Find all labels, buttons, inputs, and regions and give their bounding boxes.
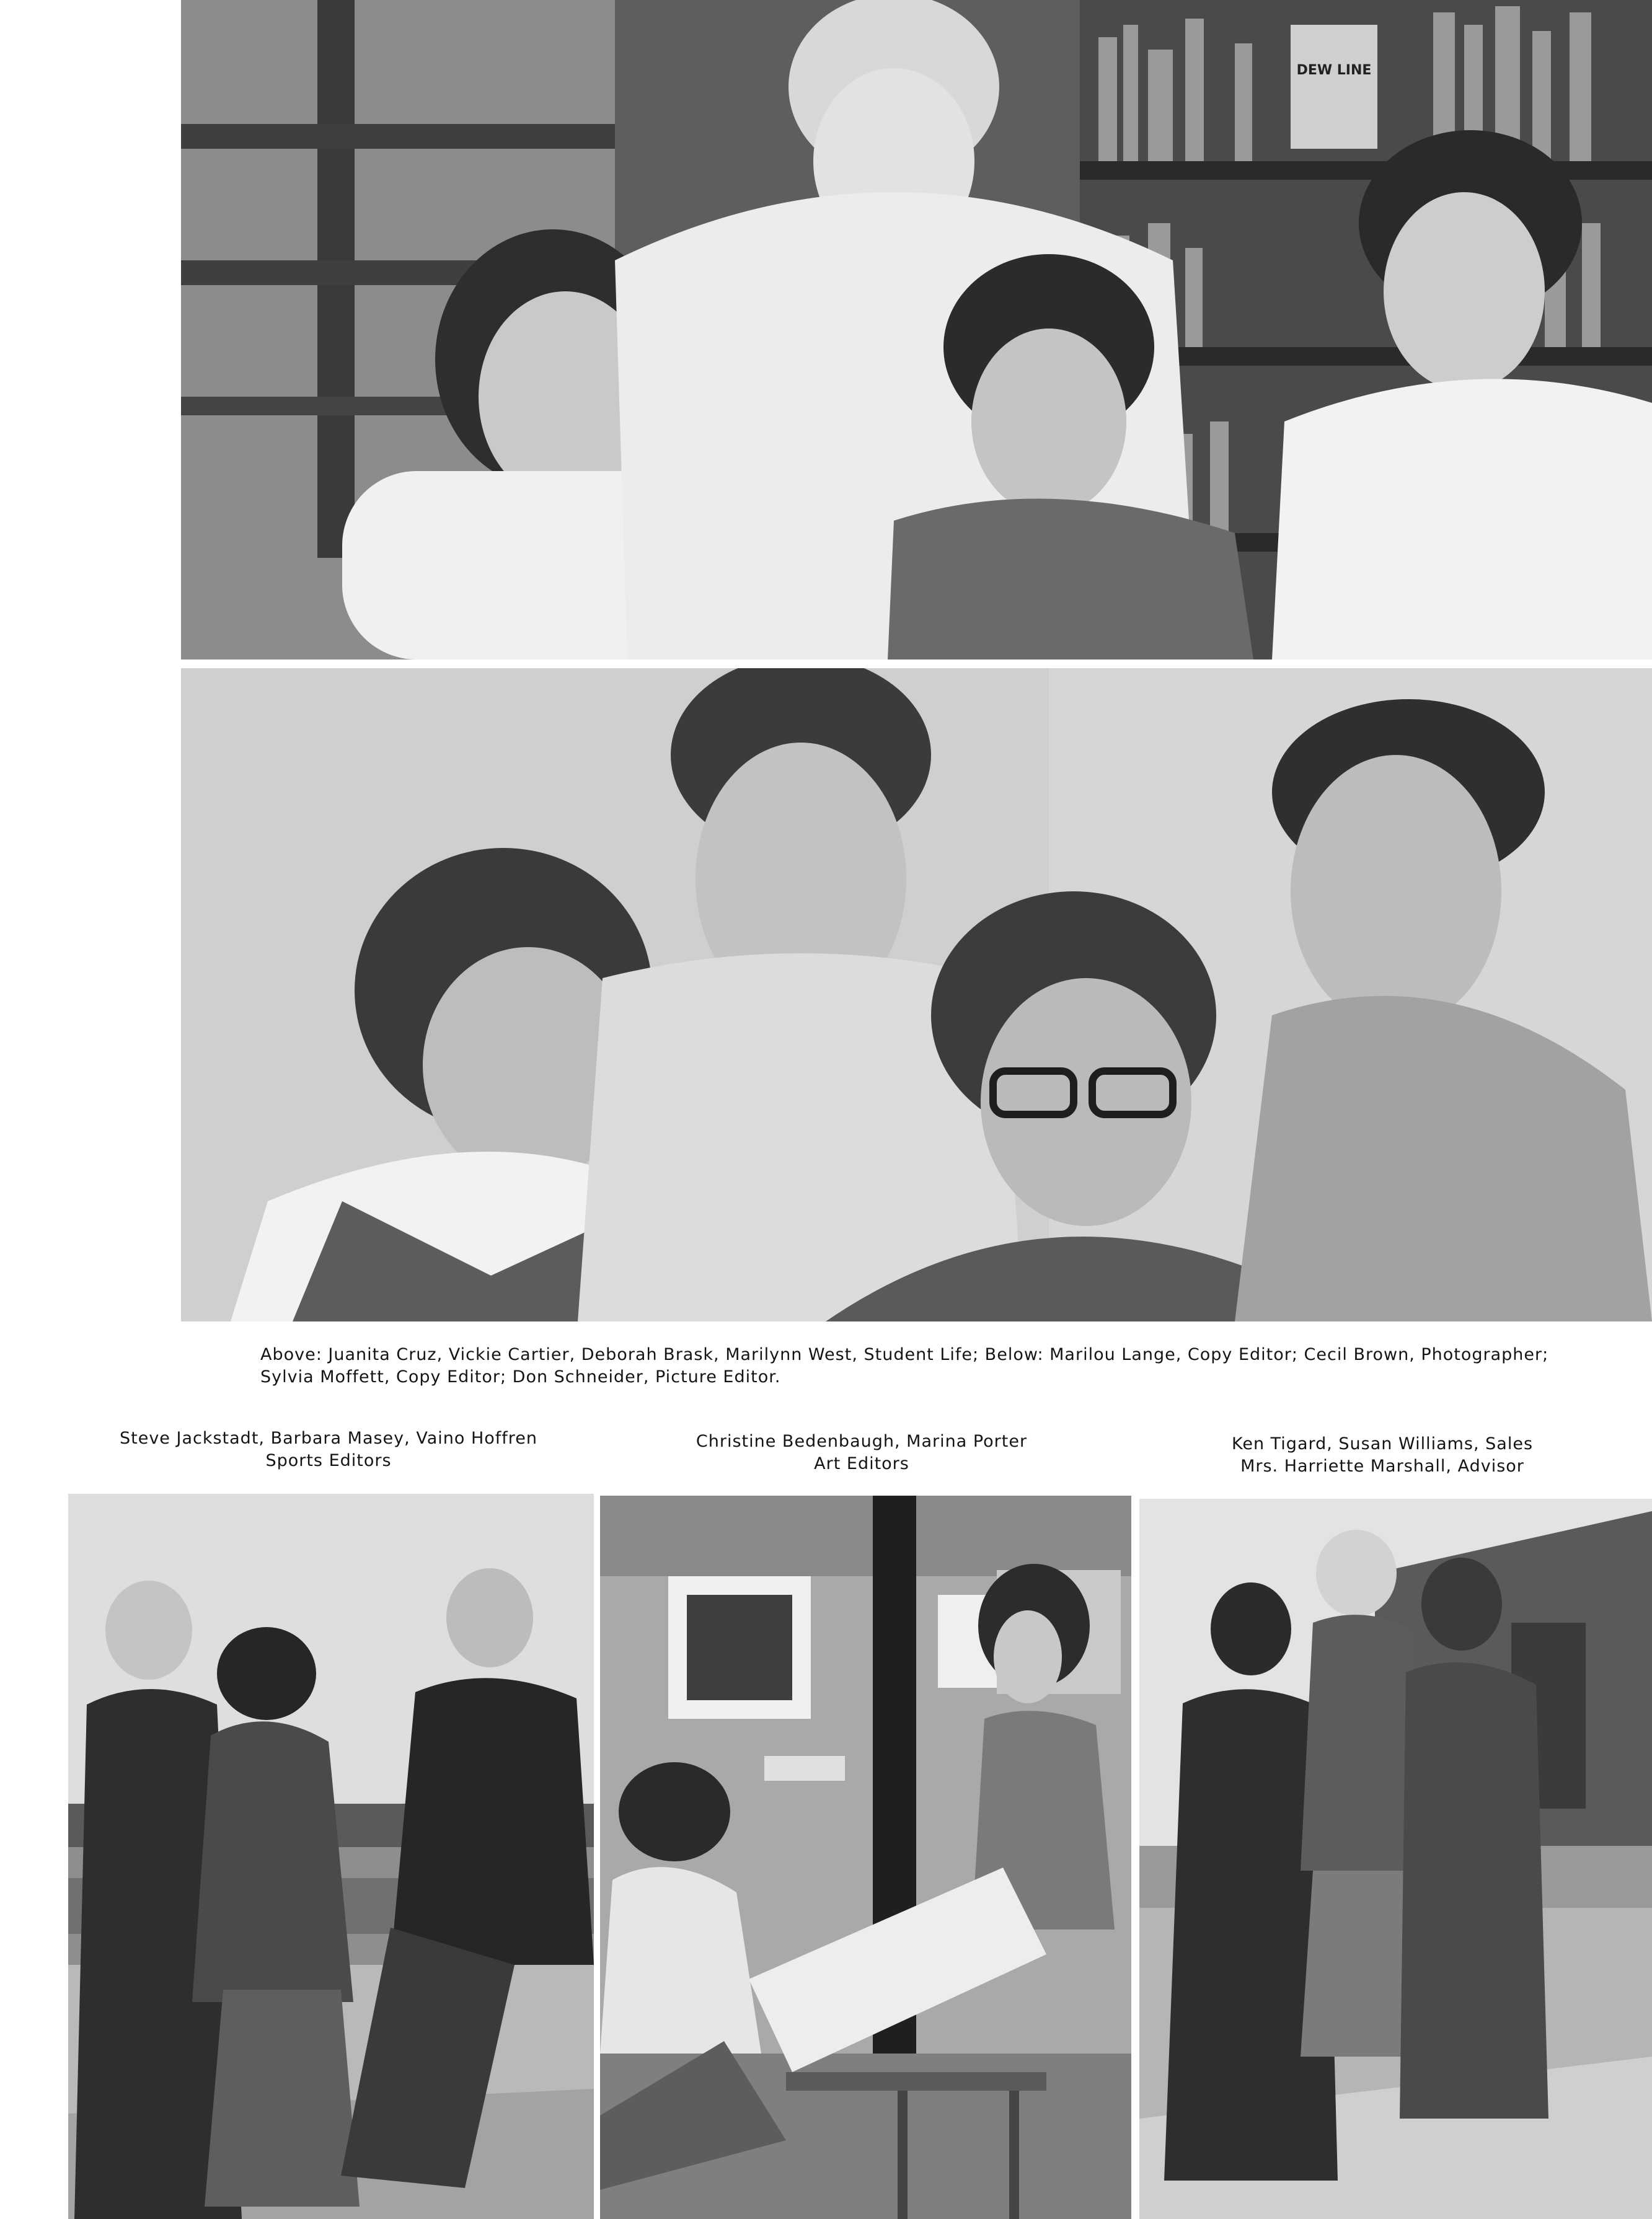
photo-sales-advisor [1139, 1499, 1652, 2219]
sports-caption-names: Steve Jackstadt, Barbara Masey, Vaino Hoffren [119, 1429, 538, 1448]
sales-caption [1165, 1433, 1599, 1477]
art-caption [645, 1431, 1079, 1475]
art-caption-names: Christine Bedenbaugh, Marina Porter [696, 1432, 1028, 1451]
art-caption-title: Art Editors [814, 1454, 909, 1473]
photo-editors-group [181, 668, 1652, 1321]
photo-art-editors [600, 1496, 1131, 2219]
photo-sports-editors [68, 1494, 594, 2219]
sales-caption-advisor: Mrs. Harriette Marshall, Advisor [1240, 1456, 1524, 1476]
main-caption-line-2: Sylvia Moffett, Copy Editor; Don Schneider, Picture Editor. [260, 1367, 781, 1387]
sales-caption-names: Ken Tigard, Susan Williams, Sales [1231, 1434, 1534, 1454]
main-caption [260, 1344, 1548, 1388]
sports-caption [112, 1427, 546, 1471]
photo-student-life [181, 0, 1652, 660]
sports-caption-title: Sports Editors [265, 1450, 392, 1470]
book-spine-text: DEW LINE [1296, 63, 1372, 78]
main-caption-line-1: Above: Juanita Cruz, Vickie Cartier, Deborah Brask, Marilynn West, Student Life; Below: Marilou Lange, Copy Editor; Cecil Brown, Photographer; [260, 1345, 1549, 1364]
